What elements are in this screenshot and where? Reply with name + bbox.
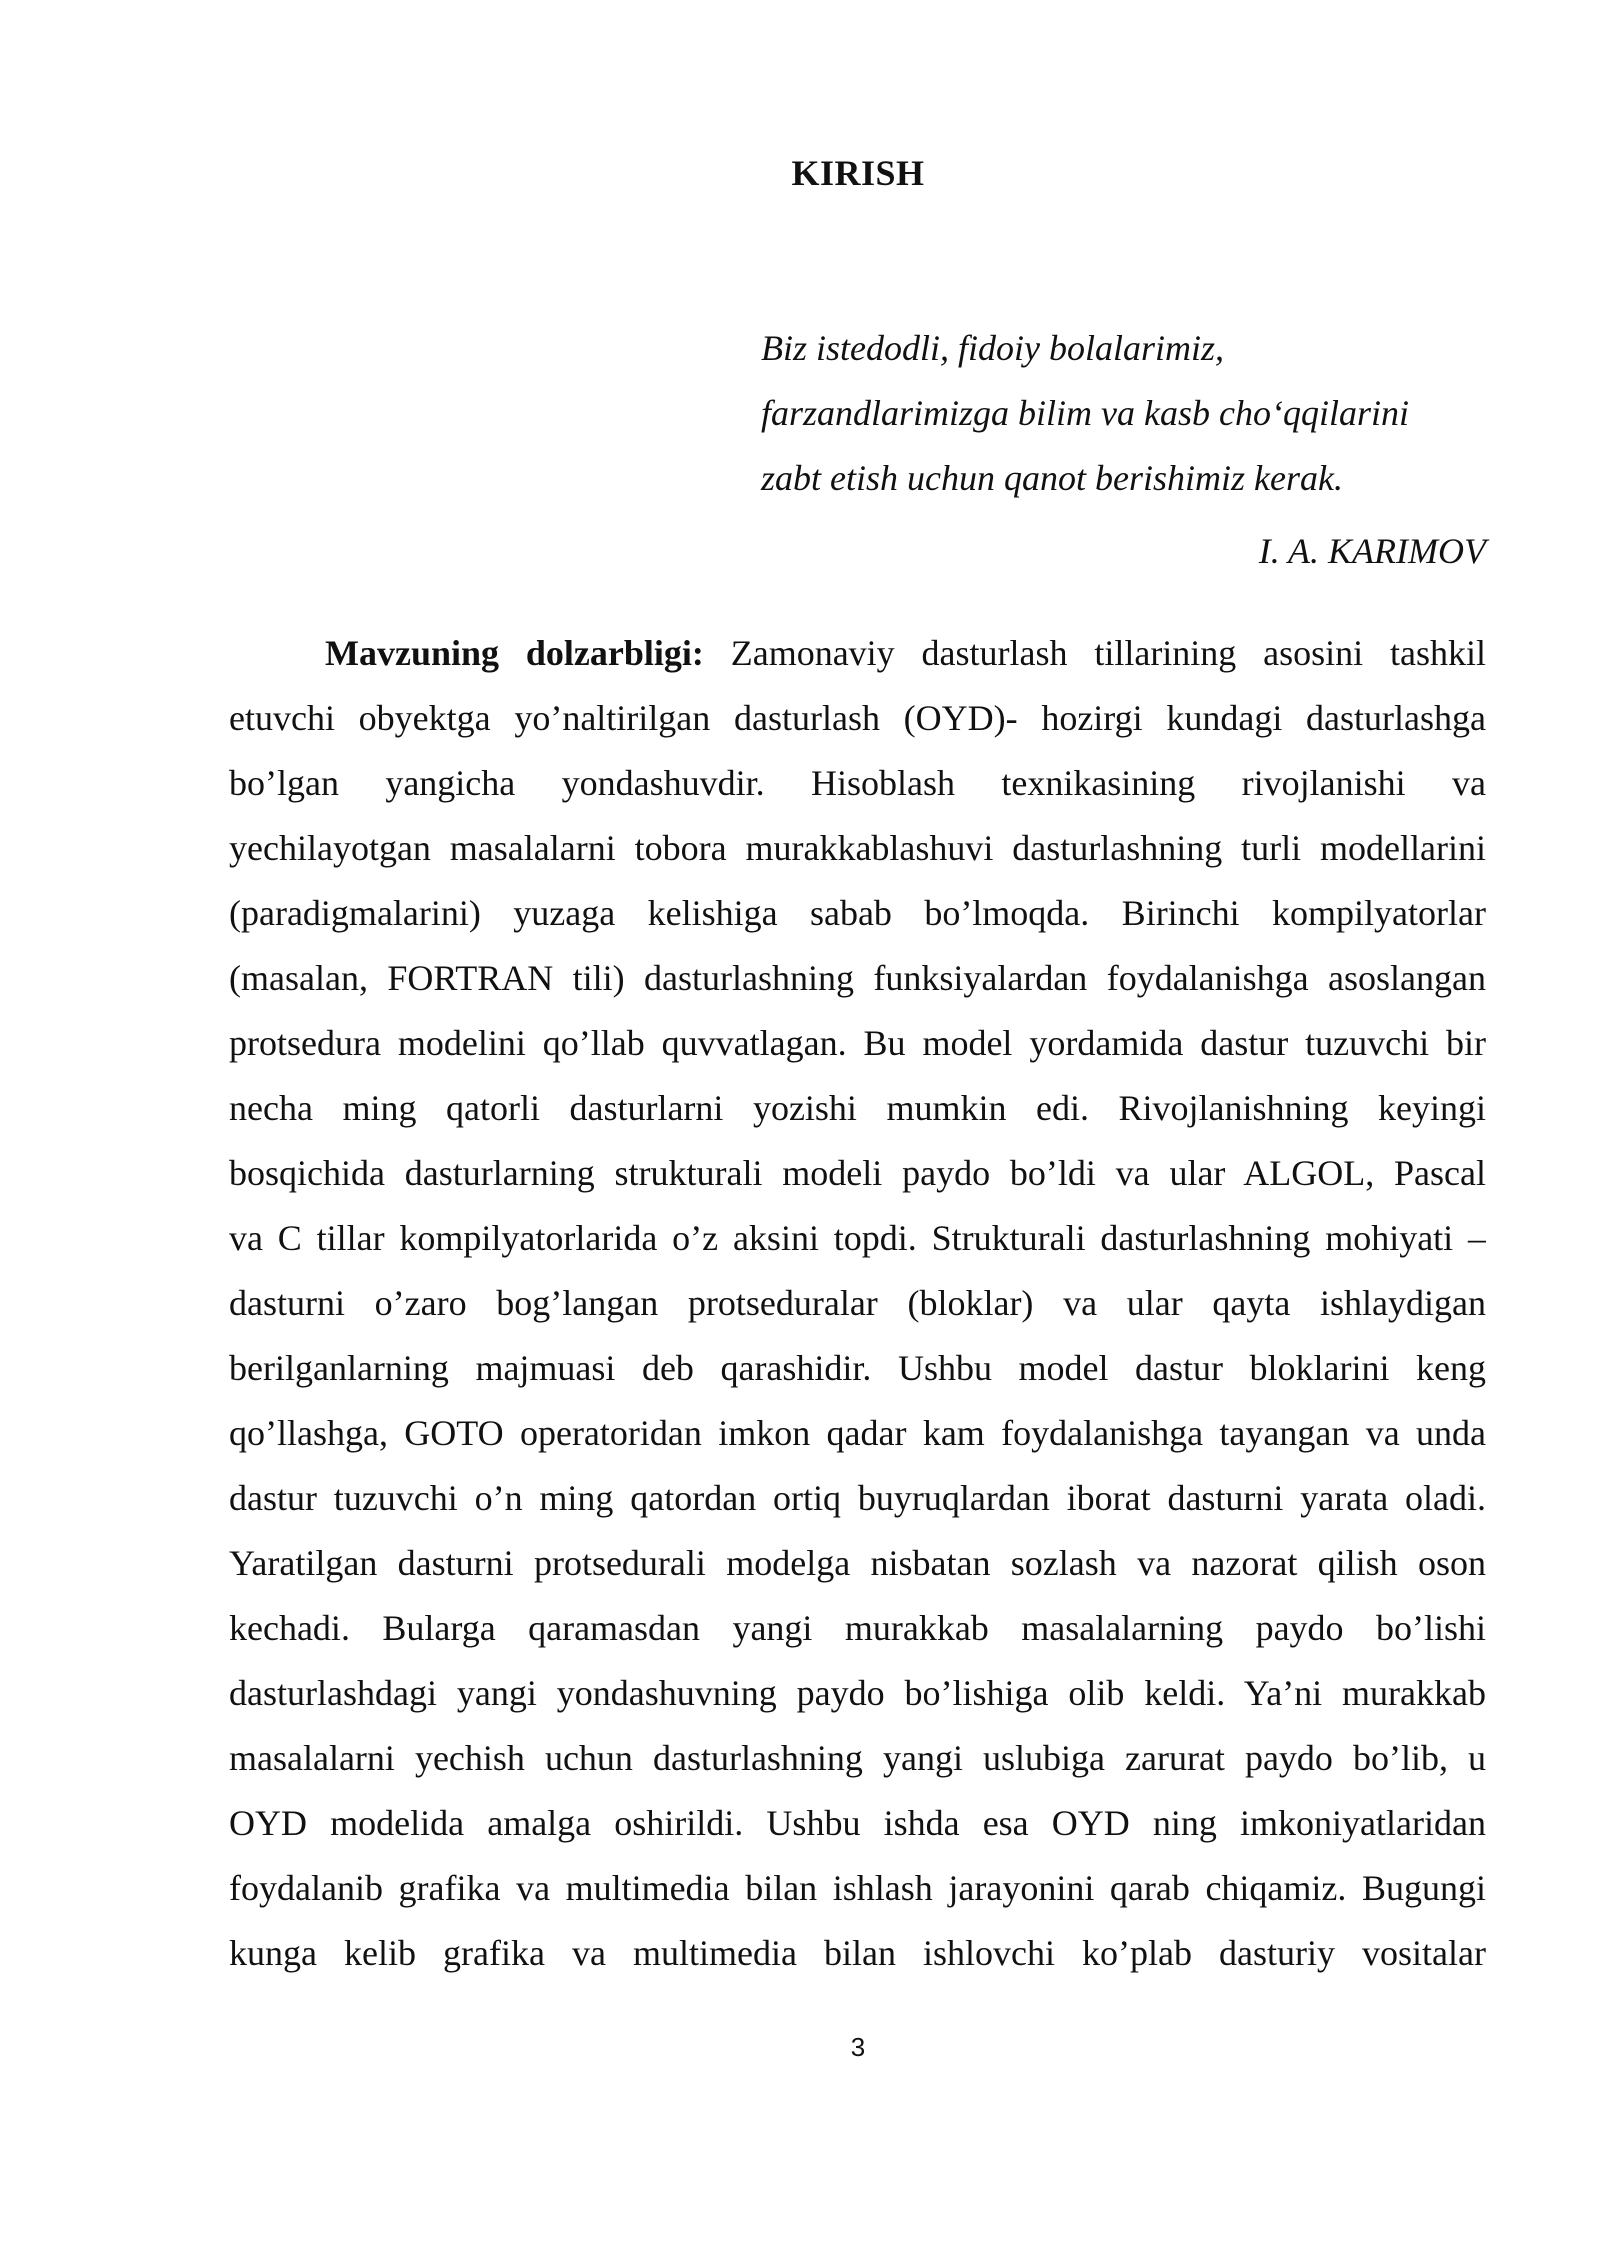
paragraph-line: va C tillar kompilyatorlarida o’z aksini topdi. Strukturali dasturlashning mohiyati –	[229, 1218, 1486, 1258]
epigraph-line: Biz istedodli, fidoiy bolalarimiz,	[761, 328, 1225, 368]
paragraph-line: bosqichida dasturlarning strukturali modeli paydo bo’ldi va ular ALGOL, Pascal	[229, 1153, 1486, 1193]
paragraph-line: (masalan, FORTRAN tili) dasturlashning funksiyalardan foydalanishga asoslangan	[229, 958, 1486, 998]
epigraph-line: farzandlarimizga bilim va kasb cho‘qqilarini	[761, 393, 1409, 433]
paragraph-line-text: Zamonaviy dasturlash tillarining asosini tashkil	[703, 633, 1486, 673]
paragraph-line: necha ming qatorli dasturlarni yozishi mumkin edi. Rivojlanishning keyingi	[229, 1088, 1486, 1128]
paragraph-line: dastur tuzuvchi o’n ming qatordan ortiq buyruqlardan iborat dasturni yarata oladi.	[229, 1478, 1486, 1518]
page-number: 3	[850, 2032, 866, 2062]
paragraph-line: foydalanib grafika va multimedia bilan ishlash jarayonini qarab chiqamiz. Bugungi	[229, 1868, 1486, 1908]
paragraph-line: dasturni o’zaro bog’langan protseduralar (bloklar) va ular qayta ishlaydigan	[229, 1283, 1486, 1323]
paragraph-line: qo’llashga, GOTO operatoridan imkon qadar kam foydalanishga tayangan va unda	[229, 1413, 1486, 1453]
paragraph-line: dasturlashdagi yangi yondashuvning paydo bo’lishiga olib keldi. Ya’ni murakkab	[229, 1673, 1486, 1713]
paragraph-line: OYD modelida amalga oshirildi. Ushbu ishda esa OYD ning imkoniyatlaridan	[229, 1803, 1486, 1843]
paragraph-line: bo’lgan yangicha yondashuvdir. Hisoblash texnikasining rivojlanishi va	[229, 763, 1486, 803]
page-title: KIRISH	[791, 153, 925, 193]
epigraph-author: I. A. KARIMOV	[1258, 531, 1486, 571]
epigraph-line: zabt etish uchun qanot berishimiz kerak.	[761, 458, 1343, 498]
section-lead-label: Mavzuning dolzarbligi:	[325, 633, 704, 673]
paragraph-line: Yaratilgan dasturni protsedurali modelga nisbatan sozlash va nazorat qilish oson	[229, 1543, 1486, 1583]
epigraph-quote	[761, 316, 1521, 511]
paragraph-line: masalalarni yechish uchun dasturlashning yangi uslubiga zarurat paydo bo’lib, u	[229, 1738, 1486, 1778]
paragraph-line: (paradigmalarini) yuzaga kelishiga sabab bo’lmoqda. Birinchi kompilyatorlar	[229, 893, 1486, 933]
paragraph-line: protsedura modelini qo’llab quvvatlagan. Bu model yordamida dastur tuzuvchi bir	[229, 1023, 1486, 1063]
body-paragraph	[229, 621, 1486, 1986]
paragraph-line: berilganlarning majmuasi deb qarashidir. Ushbu model dastur bloklarini keng	[229, 1348, 1486, 1388]
paragraph-line	[229, 621, 1486, 686]
paragraph-line: etuvchi obyektga yo’naltirilgan dasturlash (OYD)- hozirgi kundagi dasturlashga	[229, 698, 1486, 738]
paragraph-line: kunga kelib grafika va multimedia bilan ishlovchi ko’plab dasturiy vositalar	[229, 1933, 1486, 1973]
paragraph-line: yechilayotgan masalalarni tobora murakkablashuvi dasturlashning turli modellarini	[229, 828, 1486, 868]
paragraph-line: kechadi. Bularga qaramasdan yangi murakkab masalalarning paydo bo’lishi	[229, 1608, 1486, 1648]
